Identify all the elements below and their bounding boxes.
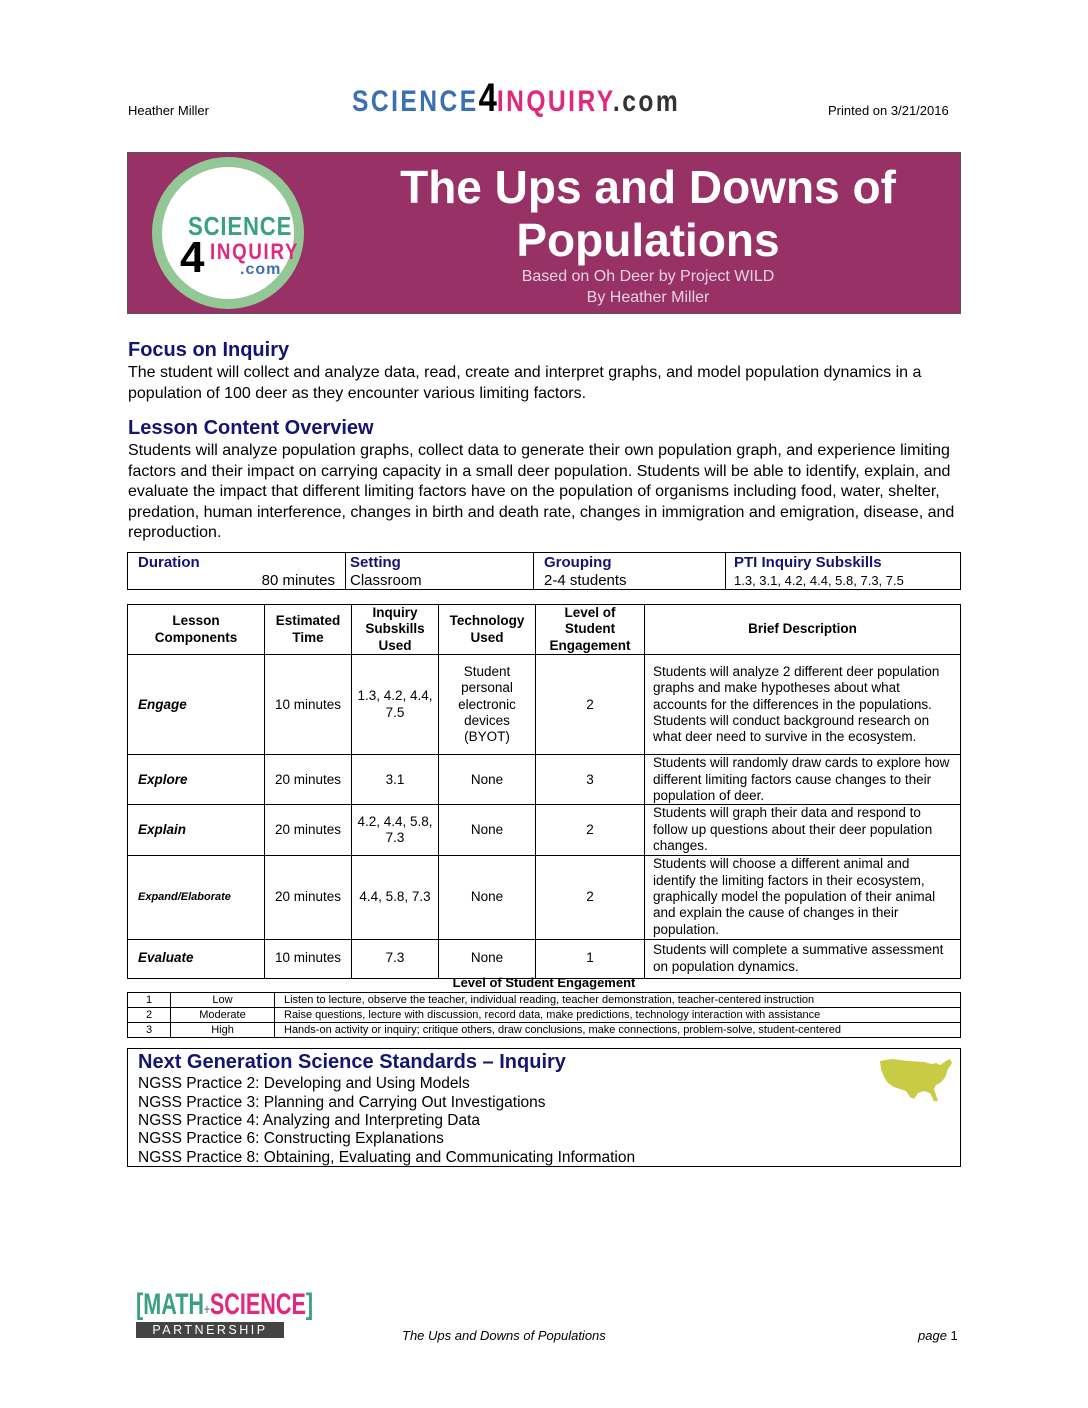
author-name: Heather Miller [128,103,209,118]
focus-text: The student will collect and analyze data, read, create and interpret graphs, and model population dynamics in a population of 100 deer as they encounter various limiting factors. [128,364,922,402]
title-subtitle [348,266,948,308]
column-header: Level of Student Engagement [536,605,645,655]
duration-cell: Duration 80 minutes [128,553,346,590]
ngss-box [127,1048,961,1167]
engagement-legend-table [127,992,961,1038]
lesson-components-table [127,604,961,979]
overview-heading: Lesson Content Overview [128,417,374,439]
column-header: Lesson Components [128,605,265,655]
column-header: Technology Used [439,605,536,655]
setting-cell: Setting Classroom [346,553,534,590]
table-row: Expand/Elaborate 20 minutes 4.4, 5.8, 7.3 None 2 Students will choose a different animal and identify the limiting factors in their ecosystem, graphically model the population of their animal and explain the cause of changes in their population. [128,855,961,939]
lesson-summary-table [127,552,961,590]
math-science-partnership-logo: [MATH+SCIENCE] PARTNERSHIP [136,1288,314,1337]
column-header: Brief Description [645,605,961,655]
ngss-item: NGSS Practice 3: Planning and Carrying Out Investigations [138,1094,546,1111]
science4inquiry-circle-logo: SCIENCE 4 INQUIRY .com [152,157,304,309]
focus-heading: Focus on Inquiry [128,339,290,361]
grouping-cell: Grouping 2-4 students [534,553,726,590]
table-header-row [128,605,961,655]
page-title: The Ups and Downs of Populations [400,161,896,266]
engagement-legend-title: Level of Student Engagement [452,975,636,990]
footer-title: The Ups and Downs of Populations [402,1328,606,1343]
ngss-title: Next Generation Science Standards – Inquiry [138,1051,566,1073]
table-row: Evaluate 10 minutes 7.3 None 1 Students will complete a summative assessment on population dynamics. [128,939,961,978]
table-row: 3 High Hands-on activity or inquiry; critique others, draw conclusions, make connections, problem-solve, student-centered [128,1023,961,1038]
printed-date: Printed on 3/21/2016 [828,103,949,118]
science4inquiry-header-logo: SCIENCE4INQUIRY.com [352,76,681,120]
usa-map-icon [878,1055,954,1103]
page-number: page 1 [918,1328,958,1343]
table-row: Explore 20 minutes 3.1 None 3 Students will randomly draw cards to explore how different limiting factors cause changes to their population of deer. [128,755,961,805]
table-row: Engage 10 minutes 1.3, 4.2, 4.4, 7.5 Student personal electronic devices (BYOT) 2 Students will analyze 2 different deer population graphs and make hypotheses about what accounts for the differences in the populations. Students will conduct background research on what deer need to survive in the ecosystem. [128,655,961,755]
table-row: 1 Low Listen to lecture, observe the teacher, individual reading, teacher demonstration, teacher-centered instruction [128,993,961,1008]
byline: By Heather Miller [586,289,710,306]
column-header: Estimated Time [265,605,352,655]
ngss-item: NGSS Practice 2: Developing and Using Models [138,1075,470,1092]
table-row: Explain 20 minutes 4.2, 4.4, 5.8, 7.3 None 2 Students will graph their data and respond to follow up questions about their deer population changes. [128,805,961,855]
table-row: 2 Moderate Raise questions, lecture with discussion, record data, make predictions, technology interaction with assistance [128,1008,961,1023]
ngss-item: NGSS Practice 8: Obtaining, Evaluating and Communicating Information [138,1149,636,1166]
ngss-item: NGSS Practice 4: Analyzing and Interpreting Data [138,1112,481,1129]
overview-text: Students will analyze population graphs, collect data to generate their own population graph, and experience limiting factors and their impact on carrying capacity in a small deer population. Students will be able to identify, explain, and evaluate the impact that different limiting factors have on the population of organisms including food, water, shelter, predation, human interference, changes in birth and death rate, changes in immigration and emigration, disease, and reproduction. [128,442,955,541]
based-on: Based on Oh Deer by Project WILD [521,268,775,285]
title-banner [127,152,961,314]
ngss-item: NGSS Practice 6: Constructing Explanations [138,1130,444,1147]
column-header: Inquiry Subskills Used [352,605,439,655]
subskills-cell: PTI Inquiry Subskills 1.3, 3.1, 4.2, 4.4, 5.8, 7.3, 7.5 [726,553,961,590]
